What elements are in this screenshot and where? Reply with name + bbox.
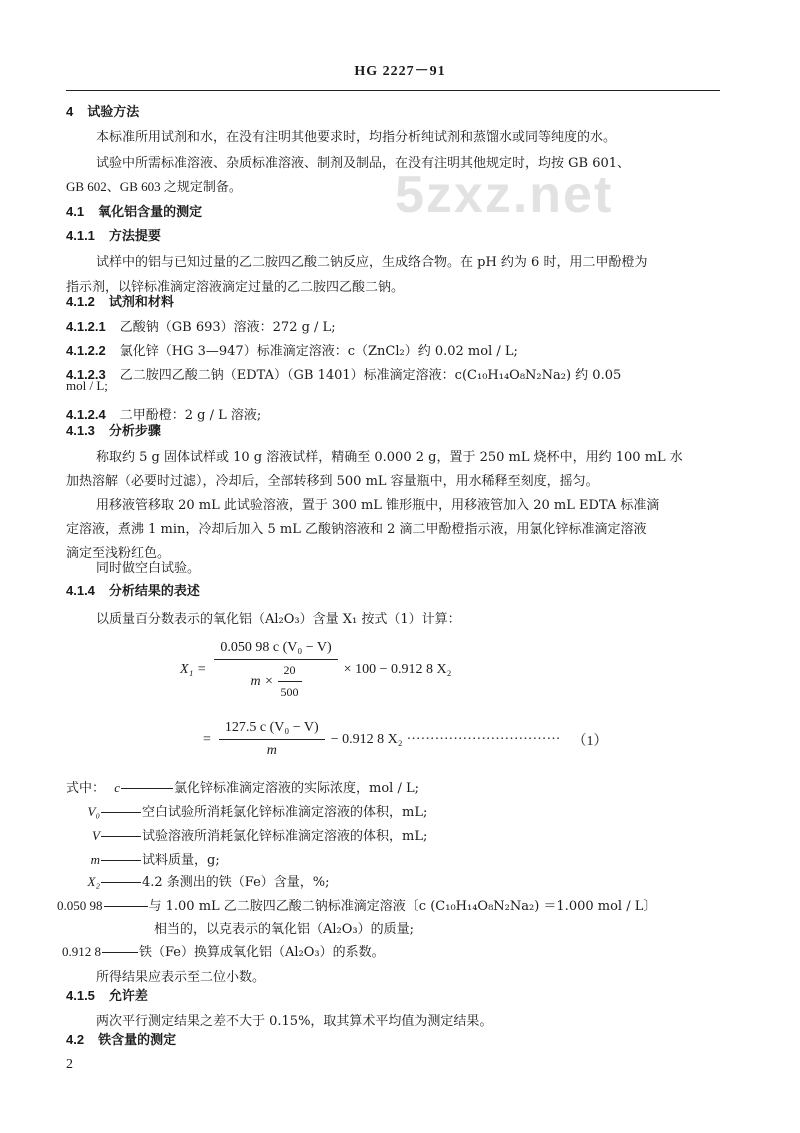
definition-text: 试验溶液所消耗氯化锌标准滴定溶液的体积，mL;	[142, 829, 428, 844]
paragraph-line: 定溶液，煮沸 1 min，冷却后加入 5 mL 乙酸钠溶液和 2 滴二甲酚橙指示液，用氯化锌标准滴定溶液	[66, 522, 647, 537]
section-title: 分析步骤	[108, 424, 161, 439]
section-number: 4.2	[66, 1032, 85, 1047]
item-text: 氯化锌（HG 3—947）标准滴定溶液：c（ZnCl₂）约 0.02 mol / L;	[119, 344, 518, 359]
formula-lhs: X₁ =	[180, 662, 207, 677]
reagent-item	[66, 340, 518, 359]
formula-equals: =	[203, 731, 211, 747]
section-4-1-heading	[66, 201, 202, 220]
definition-dash	[101, 812, 141, 813]
section-number: 4.1	[66, 204, 85, 219]
formula-fraction	[219, 720, 325, 759]
section-4-1-3-heading	[66, 420, 161, 439]
section-number: 4	[66, 104, 74, 119]
sub-numerator: 20	[278, 663, 302, 682]
coefficient-value: 0.050 98	[57, 898, 103, 913]
item-number: 4.1.2.2	[66, 343, 106, 358]
equation-number: （1）	[572, 733, 608, 749]
definition-row	[66, 825, 427, 844]
formula-numerator: 127.5 c (V₀ − V)	[219, 720, 325, 740]
paragraph-line: 用移液管移取 20 mL 此试验溶液，置于 300 mL 锥形瓶中，用移液管加入 20 mL EDTA 标准滴	[96, 498, 660, 513]
paragraph-line: 滴定至浅粉红色。	[66, 546, 171, 561]
section-number: 4.1.3	[66, 423, 95, 438]
formula-denominator	[250, 660, 301, 700]
paragraph: 同时做空白试验。	[96, 561, 201, 576]
definition-text: 4.2 条测出的铁（Fe）含量，%;	[142, 875, 330, 890]
formula-denominator-m: m ×	[250, 673, 274, 689]
section-title: 分析结果的表述	[108, 584, 200, 599]
section-4-1-1-heading	[66, 225, 161, 244]
coefficient-text: 铁（Fe）换算成氧化铝（Al₂O₃）的系数。	[139, 945, 385, 960]
definition-dash	[121, 788, 173, 789]
section-title: 氧化铝含量的测定	[98, 205, 203, 220]
formula-line-2	[203, 720, 607, 759]
coefficient-text-continued: 相当的，以克表示的氧化铝（Al₂O₃）的质量;	[154, 922, 415, 937]
paragraph: 两次平行测定结果之差不大于 0.15%，取其算术平均值为测定结果。	[96, 1014, 493, 1029]
definition-text: 试料质量，g;	[142, 853, 220, 868]
result-note: 所得结果应表示至二位小数。	[96, 970, 266, 985]
definition-text: 氯化锌标准滴定溶液的实际浓度，mol / L;	[174, 781, 419, 796]
definition-dash	[101, 882, 141, 883]
definition-row	[86, 777, 419, 796]
section-title: 方法提要	[108, 229, 161, 244]
definition-dash	[101, 860, 141, 861]
section-title: 试剂和材料	[108, 295, 174, 310]
item-text: 二甲酚橙：2 g / L 溶液;	[119, 408, 262, 423]
header-rule	[66, 90, 720, 91]
formula-tail: − 0.912 8 X₂	[330, 731, 403, 747]
item-number: 4.1.2.1	[66, 319, 106, 334]
coefficient-row	[57, 895, 656, 914]
formula-numerator: 0.050 98 c (V₀ − V)	[214, 640, 337, 660]
watermark: 5zxz.net	[395, 166, 614, 224]
definition-symbol: m	[90, 852, 100, 867]
reagent-item	[66, 364, 621, 383]
paragraph: 本标准所用试剂和水，在没有注明其他要求时，均指分析纯试剂和蒸馏水或同等纯度的水。	[96, 130, 617, 145]
definition-row	[66, 849, 220, 868]
definition-symbol: V₀	[87, 804, 100, 819]
section-4-heading	[66, 101, 139, 120]
coefficient-row	[62, 941, 385, 960]
definition-dash	[104, 906, 148, 907]
definition-dash	[101, 836, 141, 837]
section-4-1-2-heading	[66, 291, 174, 310]
paragraph-line: 加热溶解（必要时过滤），冷却后，全部转移到 500 mL 容量瓶中，用水稀释至刻度，摇匀。	[66, 474, 599, 489]
paragraph-line: GB 602、GB 603 之规定制备。	[66, 179, 242, 194]
definition-text: 空白试验所消耗氯化锌标准滴定溶液的体积，mL;	[142, 805, 428, 820]
section-title: 铁含量的测定	[98, 1033, 177, 1048]
document-code-header: HG 2227－91	[354, 64, 446, 79]
section-number: 4.1.2	[66, 294, 95, 309]
paragraph-line: 指示剂，以锌标准滴定溶液滴定过量的乙二胺四乙酸二钠。	[66, 280, 405, 295]
page-number: 2	[66, 1057, 73, 1072]
definition-dash	[102, 952, 138, 953]
reagent-item	[66, 316, 336, 335]
sub-denominator: 500	[280, 685, 299, 699]
paragraph-line: 试样中的铝与已知过量的乙二胺四乙酸二钠反应，生成络合物。在 pH 约为 6 时，用二甲酚橙为	[96, 255, 648, 270]
section-4-1-4-heading	[66, 580, 200, 599]
formula-sub-fraction	[278, 663, 302, 700]
section-number: 4.1.4	[66, 583, 95, 598]
definition-row	[66, 871, 330, 890]
section-title: 允许差	[108, 989, 148, 1004]
formula-tail: × 100 − 0.912 8 X₂	[343, 662, 452, 677]
coefficient-text: 与 1.00 mL 乙二胺四乙酸二钠标准滴定溶液〔c (C₁₀H₁₄O₈N₂Na₂) ＝1.000 mol / L〕	[148, 899, 657, 914]
paragraph-line: 试验中所需标准溶液、杂质标准溶液、制剂及制品，在没有注明其他规定时，均按 GB 601、	[96, 156, 631, 171]
paragraph-line: 称取约 5 g 固体试样或 10 g 溶液试样，精确至 0.000 2 g，置于 250 mL 烧杯中，用约 100 mL 水	[96, 450, 683, 465]
section-4-1-5-heading	[66, 985, 148, 1004]
definition-symbol: c	[114, 780, 120, 795]
where-label: 式中：	[66, 781, 106, 796]
coefficient-value: 0.912 8	[62, 944, 101, 959]
section-number: 4.1.1	[66, 228, 95, 243]
item-text: 乙二胺四乙酸二钠（EDTA）（GB 1401）标准滴定溶液：c(C₁₀H₁₄O₈N₂Na₂) 约 0.05	[119, 368, 622, 383]
section-4-2-heading	[66, 1029, 176, 1048]
formula-leader-dots: ·································	[406, 731, 561, 747]
item-number: 4.1.2.4	[66, 407, 106, 422]
item-number: 4.1.2.3	[66, 367, 106, 382]
formula-intro: 以质量百分数表示的氧化铝（Al₂O₃）含量 X₁ 按式（1）计算：	[96, 612, 461, 627]
item-text: 乙酸钠（GB 693）溶液：272 g / L;	[119, 320, 336, 335]
section-title: 试验方法	[87, 105, 140, 120]
definition-symbol: V	[92, 828, 100, 843]
formula-fraction	[214, 640, 337, 700]
definition-symbol: X₂	[87, 874, 100, 889]
reagent-item-continued: mol / L;	[66, 378, 108, 393]
formula-denominator: m	[266, 743, 277, 758]
definition-row	[66, 801, 427, 820]
section-number: 4.1.5	[66, 988, 95, 1003]
formula-line-1	[180, 640, 451, 700]
